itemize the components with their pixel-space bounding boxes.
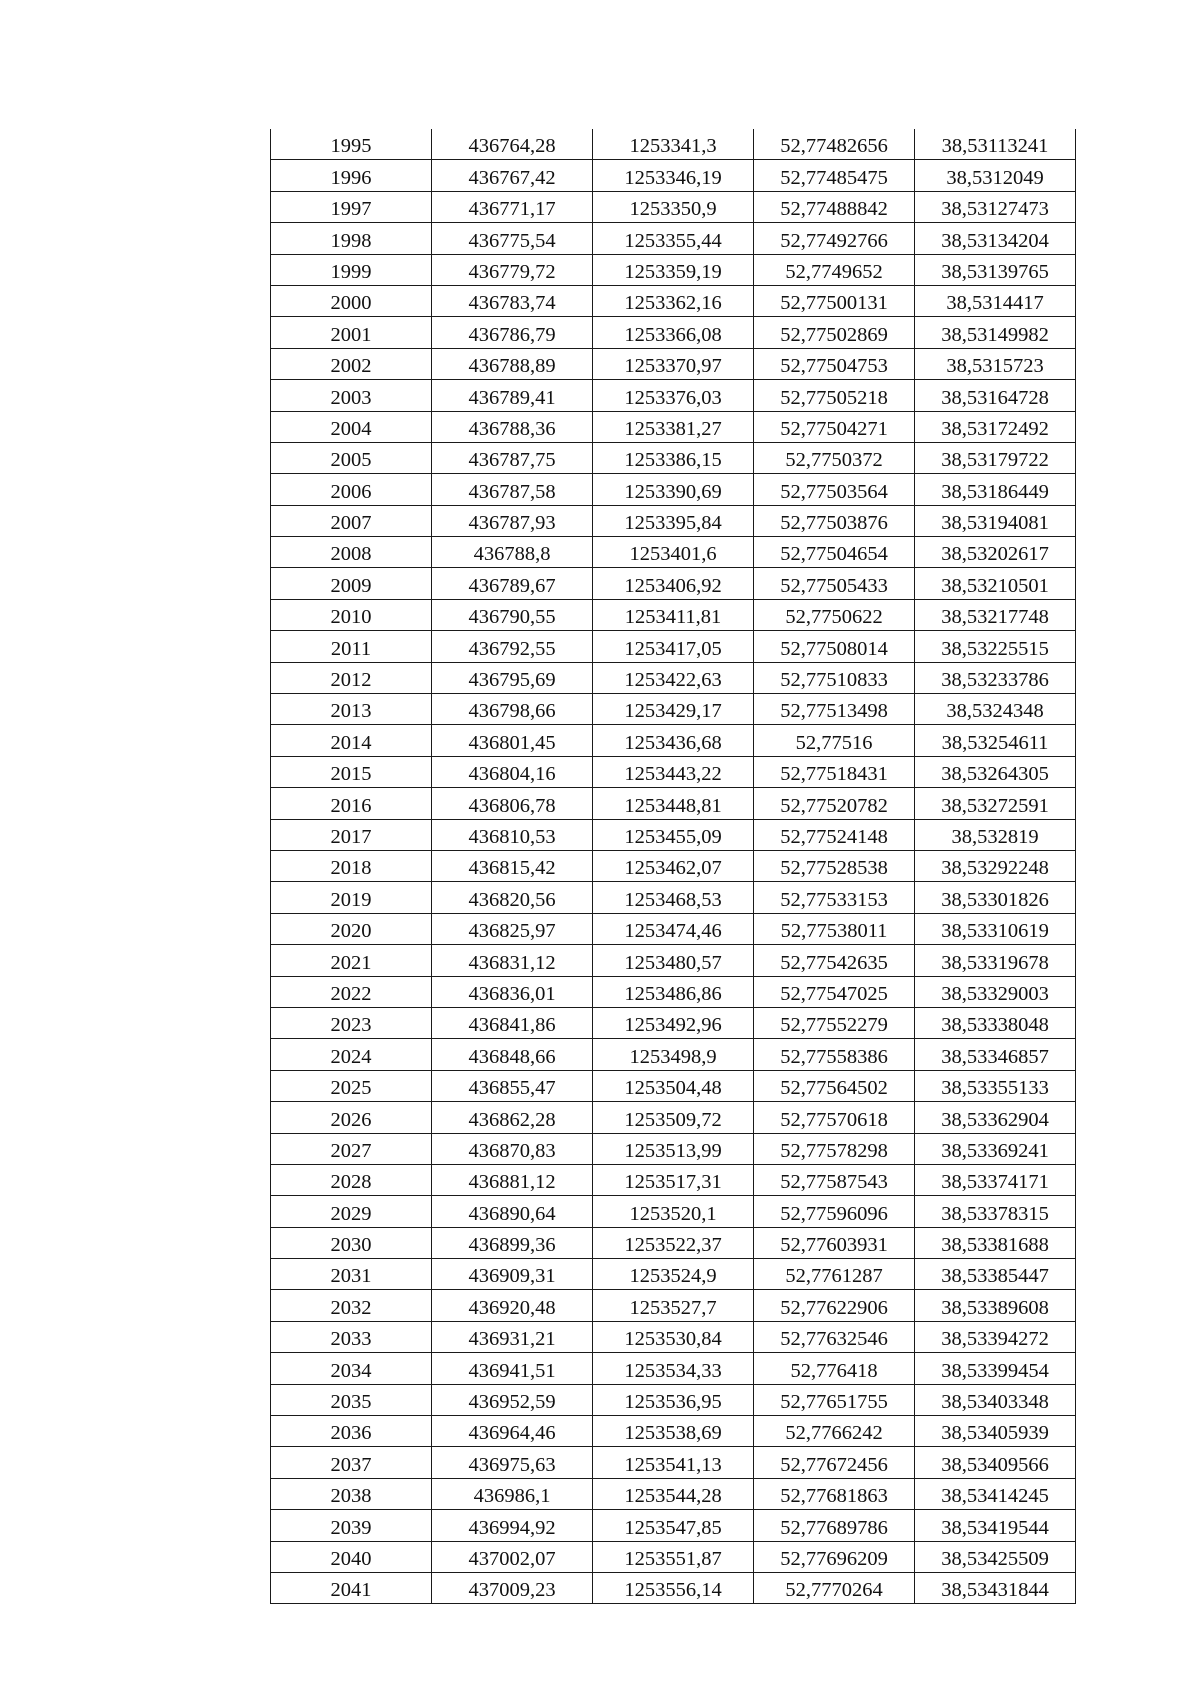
- y-coordinate-cell: 1253422,63: [593, 662, 754, 693]
- longitude-cell: 38,53409566: [915, 1447, 1076, 1478]
- table-row: [271, 1290, 1076, 1321]
- y-coordinate-cell: 1253436,68: [593, 725, 754, 756]
- latitude-cell: 52,77482656: [754, 129, 915, 160]
- table-row: [271, 1102, 1076, 1133]
- x-coordinate-cell: 436801,45: [432, 725, 593, 756]
- latitude-cell: 52,77681863: [754, 1478, 915, 1509]
- longitude-cell: 38,53414245: [915, 1478, 1076, 1509]
- longitude-cell: 38,53403348: [915, 1384, 1076, 1415]
- y-coordinate-cell: 1253429,17: [593, 694, 754, 725]
- x-coordinate-cell: 436787,75: [432, 442, 593, 473]
- y-coordinate-cell: 1253359,19: [593, 254, 754, 285]
- point-number-cell: 2040: [271, 1541, 432, 1572]
- x-coordinate-cell: 436836,01: [432, 976, 593, 1007]
- y-coordinate-cell: 1253395,84: [593, 505, 754, 536]
- latitude-cell: 52,77524148: [754, 819, 915, 850]
- x-coordinate-cell: 436786,79: [432, 317, 593, 348]
- table-row: [271, 1007, 1076, 1038]
- point-number-cell: 2004: [271, 411, 432, 442]
- table-row: [271, 285, 1076, 316]
- point-number-cell: 2008: [271, 537, 432, 568]
- point-number-cell: 2025: [271, 1070, 432, 1101]
- point-number-cell: 2011: [271, 631, 432, 662]
- x-coordinate-cell: 436831,12: [432, 945, 593, 976]
- longitude-cell: 38,5324348: [915, 694, 1076, 725]
- longitude-cell: 38,53225515: [915, 631, 1076, 662]
- longitude-cell: 38,53172492: [915, 411, 1076, 442]
- y-coordinate-cell: 1253346,19: [593, 160, 754, 191]
- latitude-cell: 52,77603931: [754, 1227, 915, 1258]
- x-coordinate-cell: 436881,12: [432, 1164, 593, 1195]
- latitude-cell: 52,77503564: [754, 474, 915, 505]
- x-coordinate-cell: 436909,31: [432, 1259, 593, 1290]
- point-number-cell: 1997: [271, 191, 432, 222]
- point-number-cell: 2028: [271, 1164, 432, 1195]
- longitude-cell: 38,53254611: [915, 725, 1076, 756]
- y-coordinate-cell: 1253362,16: [593, 285, 754, 316]
- point-number-cell: 1998: [271, 223, 432, 254]
- table-row: [271, 537, 1076, 568]
- coordinates-table-body: [271, 129, 1076, 1604]
- latitude-cell: 52,77488842: [754, 191, 915, 222]
- longitude-cell: 38,532819: [915, 819, 1076, 850]
- y-coordinate-cell: 1253551,87: [593, 1541, 754, 1572]
- point-number-cell: 2022: [271, 976, 432, 1007]
- latitude-cell: 52,776418: [754, 1353, 915, 1384]
- point-number-cell: 2037: [271, 1447, 432, 1478]
- x-coordinate-cell: 436764,28: [432, 129, 593, 160]
- table-row: [271, 631, 1076, 662]
- x-coordinate-cell: 436815,42: [432, 850, 593, 881]
- longitude-cell: 38,53149982: [915, 317, 1076, 348]
- x-coordinate-cell: 436952,59: [432, 1384, 593, 1415]
- point-number-cell: 2013: [271, 694, 432, 725]
- x-coordinate-cell: 436767,42: [432, 160, 593, 191]
- y-coordinate-cell: 1253556,14: [593, 1572, 754, 1603]
- latitude-cell: 52,7750622: [754, 599, 915, 630]
- table-row: [271, 662, 1076, 693]
- x-coordinate-cell: 436855,47: [432, 1070, 593, 1101]
- point-number-cell: 2039: [271, 1510, 432, 1541]
- latitude-cell: 52,77504753: [754, 348, 915, 379]
- x-coordinate-cell: 436789,41: [432, 380, 593, 411]
- latitude-cell: 52,77632546: [754, 1321, 915, 1352]
- table-row: [271, 223, 1076, 254]
- point-number-cell: 2017: [271, 819, 432, 850]
- point-number-cell: 2016: [271, 788, 432, 819]
- longitude-cell: 38,53374171: [915, 1164, 1076, 1195]
- x-coordinate-cell: 436787,93: [432, 505, 593, 536]
- point-number-cell: 2010: [271, 599, 432, 630]
- longitude-cell: 38,53394272: [915, 1321, 1076, 1352]
- latitude-cell: 52,77502869: [754, 317, 915, 348]
- table-row: [271, 380, 1076, 411]
- longitude-cell: 38,53405939: [915, 1416, 1076, 1447]
- longitude-cell: 38,53419544: [915, 1510, 1076, 1541]
- point-number-cell: 2024: [271, 1039, 432, 1070]
- latitude-cell: 52,77485475: [754, 160, 915, 191]
- table-row: [271, 850, 1076, 881]
- latitude-cell: 52,7761287: [754, 1259, 915, 1290]
- longitude-cell: 38,53264305: [915, 756, 1076, 787]
- x-coordinate-cell: 436798,66: [432, 694, 593, 725]
- table-row: [271, 1353, 1076, 1384]
- point-number-cell: 2019: [271, 882, 432, 913]
- point-number-cell: 2033: [271, 1321, 432, 1352]
- latitude-cell: 52,77696209: [754, 1541, 915, 1572]
- y-coordinate-cell: 1253530,84: [593, 1321, 754, 1352]
- longitude-cell: 38,53217748: [915, 599, 1076, 630]
- latitude-cell: 52,77622906: [754, 1290, 915, 1321]
- latitude-cell: 52,77552279: [754, 1007, 915, 1038]
- x-coordinate-cell: 436841,86: [432, 1007, 593, 1038]
- point-number-cell: 2001: [271, 317, 432, 348]
- point-number-cell: 2000: [271, 285, 432, 316]
- longitude-cell: 38,53329003: [915, 976, 1076, 1007]
- latitude-cell: 52,7750372: [754, 442, 915, 473]
- latitude-cell: 52,77564502: [754, 1070, 915, 1101]
- longitude-cell: 38,53425509: [915, 1541, 1076, 1572]
- longitude-cell: 38,53431844: [915, 1572, 1076, 1603]
- point-number-cell: 1995: [271, 129, 432, 160]
- latitude-cell: 52,77558386: [754, 1039, 915, 1070]
- x-coordinate-cell: 436810,53: [432, 819, 593, 850]
- longitude-cell: 38,53164728: [915, 380, 1076, 411]
- y-coordinate-cell: 1253480,57: [593, 945, 754, 976]
- table-row: [271, 1133, 1076, 1164]
- table-row: [271, 474, 1076, 505]
- table-row: [271, 1541, 1076, 1572]
- table-row: [271, 191, 1076, 222]
- table-row: [271, 317, 1076, 348]
- latitude-cell: 52,77528538: [754, 850, 915, 881]
- x-coordinate-cell: 437002,07: [432, 1541, 593, 1572]
- table-row: [271, 819, 1076, 850]
- y-coordinate-cell: 1253541,13: [593, 1447, 754, 1478]
- point-number-cell: 1999: [271, 254, 432, 285]
- table-row: [271, 568, 1076, 599]
- longitude-cell: 38,5312049: [915, 160, 1076, 191]
- point-number-cell: 2014: [271, 725, 432, 756]
- latitude-cell: 52,77508014: [754, 631, 915, 662]
- y-coordinate-cell: 1253401,6: [593, 537, 754, 568]
- x-coordinate-cell: 436775,54: [432, 223, 593, 254]
- x-coordinate-cell: 436920,48: [432, 1290, 593, 1321]
- table-row: [271, 1510, 1076, 1541]
- longitude-cell: 38,53338048: [915, 1007, 1076, 1038]
- longitude-cell: 38,53355133: [915, 1070, 1076, 1101]
- table-row: [271, 913, 1076, 944]
- point-number-cell: 2027: [271, 1133, 432, 1164]
- latitude-cell: 52,77578298: [754, 1133, 915, 1164]
- y-coordinate-cell: 1253462,07: [593, 850, 754, 881]
- point-number-cell: 2034: [271, 1353, 432, 1384]
- y-coordinate-cell: 1253355,44: [593, 223, 754, 254]
- latitude-cell: 52,77513498: [754, 694, 915, 725]
- latitude-cell: 52,77492766: [754, 223, 915, 254]
- table-row: [271, 1384, 1076, 1415]
- longitude-cell: 38,5315723: [915, 348, 1076, 379]
- longitude-cell: 38,53292248: [915, 850, 1076, 881]
- point-number-cell: 2006: [271, 474, 432, 505]
- table-row: [271, 1447, 1076, 1478]
- latitude-cell: 52,77510833: [754, 662, 915, 693]
- y-coordinate-cell: 1253411,81: [593, 599, 754, 630]
- table-row: [271, 160, 1076, 191]
- longitude-cell: 38,53233786: [915, 662, 1076, 693]
- longitude-cell: 38,53389608: [915, 1290, 1076, 1321]
- longitude-cell: 38,53186449: [915, 474, 1076, 505]
- table-row: [271, 976, 1076, 1007]
- table-row: [271, 882, 1076, 913]
- x-coordinate-cell: 436890,64: [432, 1196, 593, 1227]
- latitude-cell: 52,77547025: [754, 976, 915, 1007]
- x-coordinate-cell: 436848,66: [432, 1039, 593, 1070]
- longitude-cell: 38,53194081: [915, 505, 1076, 536]
- longitude-cell: 38,53210501: [915, 568, 1076, 599]
- table-row: [271, 1039, 1076, 1070]
- point-number-cell: 2026: [271, 1102, 432, 1133]
- longitude-cell: 38,53127473: [915, 191, 1076, 222]
- longitude-cell: 38,53319678: [915, 945, 1076, 976]
- longitude-cell: 38,53310619: [915, 913, 1076, 944]
- longitude-cell: 38,53369241: [915, 1133, 1076, 1164]
- latitude-cell: 52,77672456: [754, 1447, 915, 1478]
- longitude-cell: 38,53272591: [915, 788, 1076, 819]
- table-row: [271, 694, 1076, 725]
- x-coordinate-cell: 436792,55: [432, 631, 593, 662]
- point-number-cell: 2007: [271, 505, 432, 536]
- longitude-cell: 38,53399454: [915, 1353, 1076, 1384]
- table-row: [271, 1321, 1076, 1352]
- table-row: [271, 129, 1076, 160]
- y-coordinate-cell: 1253517,31: [593, 1164, 754, 1195]
- point-number-cell: 2002: [271, 348, 432, 379]
- y-coordinate-cell: 1253468,53: [593, 882, 754, 913]
- point-number-cell: 2018: [271, 850, 432, 881]
- y-coordinate-cell: 1253448,81: [593, 788, 754, 819]
- table-row: [271, 1164, 1076, 1195]
- point-number-cell: 2036: [271, 1416, 432, 1447]
- longitude-cell: 38,53378315: [915, 1196, 1076, 1227]
- y-coordinate-cell: 1253443,22: [593, 756, 754, 787]
- y-coordinate-cell: 1253522,37: [593, 1227, 754, 1258]
- point-number-cell: 2009: [271, 568, 432, 599]
- point-number-cell: 2021: [271, 945, 432, 976]
- point-number-cell: 2015: [271, 756, 432, 787]
- x-coordinate-cell: 436795,69: [432, 662, 593, 693]
- table-row: [271, 1416, 1076, 1447]
- table-row: [271, 756, 1076, 787]
- point-number-cell: 1996: [271, 160, 432, 191]
- x-coordinate-cell: 436804,16: [432, 756, 593, 787]
- latitude-cell: 52,77503876: [754, 505, 915, 536]
- table-row: [271, 945, 1076, 976]
- y-coordinate-cell: 1253376,03: [593, 380, 754, 411]
- x-coordinate-cell: 436899,36: [432, 1227, 593, 1258]
- x-coordinate-cell: 436986,1: [432, 1478, 593, 1509]
- table-row: [271, 1478, 1076, 1509]
- latitude-cell: 52,77587543: [754, 1164, 915, 1195]
- y-coordinate-cell: 1253341,3: [593, 129, 754, 160]
- y-coordinate-cell: 1253390,69: [593, 474, 754, 505]
- point-number-cell: 2032: [271, 1290, 432, 1321]
- y-coordinate-cell: 1253370,97: [593, 348, 754, 379]
- longitude-cell: 38,53179722: [915, 442, 1076, 473]
- table-row: [271, 599, 1076, 630]
- x-coordinate-cell: 436771,17: [432, 191, 593, 222]
- latitude-cell: 52,77516: [754, 725, 915, 756]
- x-coordinate-cell: 436862,28: [432, 1102, 593, 1133]
- y-coordinate-cell: 1253386,15: [593, 442, 754, 473]
- x-coordinate-cell: 436931,21: [432, 1321, 593, 1352]
- table-row: [271, 1227, 1076, 1258]
- latitude-cell: 52,77570618: [754, 1102, 915, 1133]
- y-coordinate-cell: 1253366,08: [593, 317, 754, 348]
- point-number-cell: 2035: [271, 1384, 432, 1415]
- x-coordinate-cell: 436790,55: [432, 599, 593, 630]
- latitude-cell: 52,77520782: [754, 788, 915, 819]
- longitude-cell: 38,53385447: [915, 1259, 1076, 1290]
- y-coordinate-cell: 1253455,09: [593, 819, 754, 850]
- point-number-cell: 2038: [271, 1478, 432, 1509]
- y-coordinate-cell: 1253504,48: [593, 1070, 754, 1101]
- y-coordinate-cell: 1253417,05: [593, 631, 754, 662]
- point-number-cell: 2020: [271, 913, 432, 944]
- y-coordinate-cell: 1253524,9: [593, 1259, 754, 1290]
- latitude-cell: 52,77533153: [754, 882, 915, 913]
- longitude-cell: 38,53134204: [915, 223, 1076, 254]
- y-coordinate-cell: 1253547,85: [593, 1510, 754, 1541]
- x-coordinate-cell: 436783,74: [432, 285, 593, 316]
- y-coordinate-cell: 1253406,92: [593, 568, 754, 599]
- latitude-cell: 52,77651755: [754, 1384, 915, 1415]
- table-row: [271, 1572, 1076, 1603]
- y-coordinate-cell: 1253527,7: [593, 1290, 754, 1321]
- latitude-cell: 52,77505218: [754, 380, 915, 411]
- x-coordinate-cell: 436779,72: [432, 254, 593, 285]
- point-number-cell: 2023: [271, 1007, 432, 1038]
- point-number-cell: 2031: [271, 1259, 432, 1290]
- x-coordinate-cell: 436975,63: [432, 1447, 593, 1478]
- y-coordinate-cell: 1253544,28: [593, 1478, 754, 1509]
- y-coordinate-cell: 1253474,46: [593, 913, 754, 944]
- table-row: [271, 788, 1076, 819]
- table-row: [271, 442, 1076, 473]
- x-coordinate-cell: 436788,8: [432, 537, 593, 568]
- table-row: [271, 1196, 1076, 1227]
- y-coordinate-cell: 1253513,99: [593, 1133, 754, 1164]
- longitude-cell: 38,53362904: [915, 1102, 1076, 1133]
- latitude-cell: 52,7770264: [754, 1572, 915, 1603]
- x-coordinate-cell: 437009,23: [432, 1572, 593, 1603]
- point-number-cell: 2030: [271, 1227, 432, 1258]
- latitude-cell: 52,77542635: [754, 945, 915, 976]
- x-coordinate-cell: 436788,89: [432, 348, 593, 379]
- point-number-cell: 2005: [271, 442, 432, 473]
- point-number-cell: 2029: [271, 1196, 432, 1227]
- latitude-cell: 52,77504654: [754, 537, 915, 568]
- latitude-cell: 52,77689786: [754, 1510, 915, 1541]
- latitude-cell: 52,77518431: [754, 756, 915, 787]
- y-coordinate-cell: 1253498,9: [593, 1039, 754, 1070]
- y-coordinate-cell: 1253350,9: [593, 191, 754, 222]
- y-coordinate-cell: 1253381,27: [593, 411, 754, 442]
- latitude-cell: 52,7749652: [754, 254, 915, 285]
- latitude-cell: 52,77538011: [754, 913, 915, 944]
- coordinates-table: [270, 129, 1076, 1604]
- x-coordinate-cell: 436994,92: [432, 1510, 593, 1541]
- latitude-cell: 52,77504271: [754, 411, 915, 442]
- table-row: [271, 1259, 1076, 1290]
- longitude-cell: 38,53113241: [915, 129, 1076, 160]
- latitude-cell: 52,7766242: [754, 1416, 915, 1447]
- longitude-cell: 38,53381688: [915, 1227, 1076, 1258]
- x-coordinate-cell: 436789,67: [432, 568, 593, 599]
- table-row: [271, 348, 1076, 379]
- longitude-cell: 38,53139765: [915, 254, 1076, 285]
- longitude-cell: 38,53202617: [915, 537, 1076, 568]
- y-coordinate-cell: 1253536,95: [593, 1384, 754, 1415]
- y-coordinate-cell: 1253509,72: [593, 1102, 754, 1133]
- y-coordinate-cell: 1253534,33: [593, 1353, 754, 1384]
- point-number-cell: 2003: [271, 380, 432, 411]
- point-number-cell: 2012: [271, 662, 432, 693]
- x-coordinate-cell: 436820,56: [432, 882, 593, 913]
- x-coordinate-cell: 436870,83: [432, 1133, 593, 1164]
- y-coordinate-cell: 1253538,69: [593, 1416, 754, 1447]
- y-coordinate-cell: 1253520,1: [593, 1196, 754, 1227]
- latitude-cell: 52,77596096: [754, 1196, 915, 1227]
- x-coordinate-cell: 436806,78: [432, 788, 593, 819]
- table-row: [271, 254, 1076, 285]
- latitude-cell: 52,77505433: [754, 568, 915, 599]
- table-row: [271, 505, 1076, 536]
- x-coordinate-cell: 436964,46: [432, 1416, 593, 1447]
- longitude-cell: 38,53346857: [915, 1039, 1076, 1070]
- point-number-cell: 2041: [271, 1572, 432, 1603]
- x-coordinate-cell: 436787,58: [432, 474, 593, 505]
- y-coordinate-cell: 1253492,96: [593, 1007, 754, 1038]
- longitude-cell: 38,5314417: [915, 285, 1076, 316]
- longitude-cell: 38,53301826: [915, 882, 1076, 913]
- table-row: [271, 1070, 1076, 1101]
- x-coordinate-cell: 436941,51: [432, 1353, 593, 1384]
- x-coordinate-cell: 436788,36: [432, 411, 593, 442]
- y-coordinate-cell: 1253486,86: [593, 976, 754, 1007]
- latitude-cell: 52,77500131: [754, 285, 915, 316]
- table-row: [271, 725, 1076, 756]
- x-coordinate-cell: 436825,97: [432, 913, 593, 944]
- table-row: [271, 411, 1076, 442]
